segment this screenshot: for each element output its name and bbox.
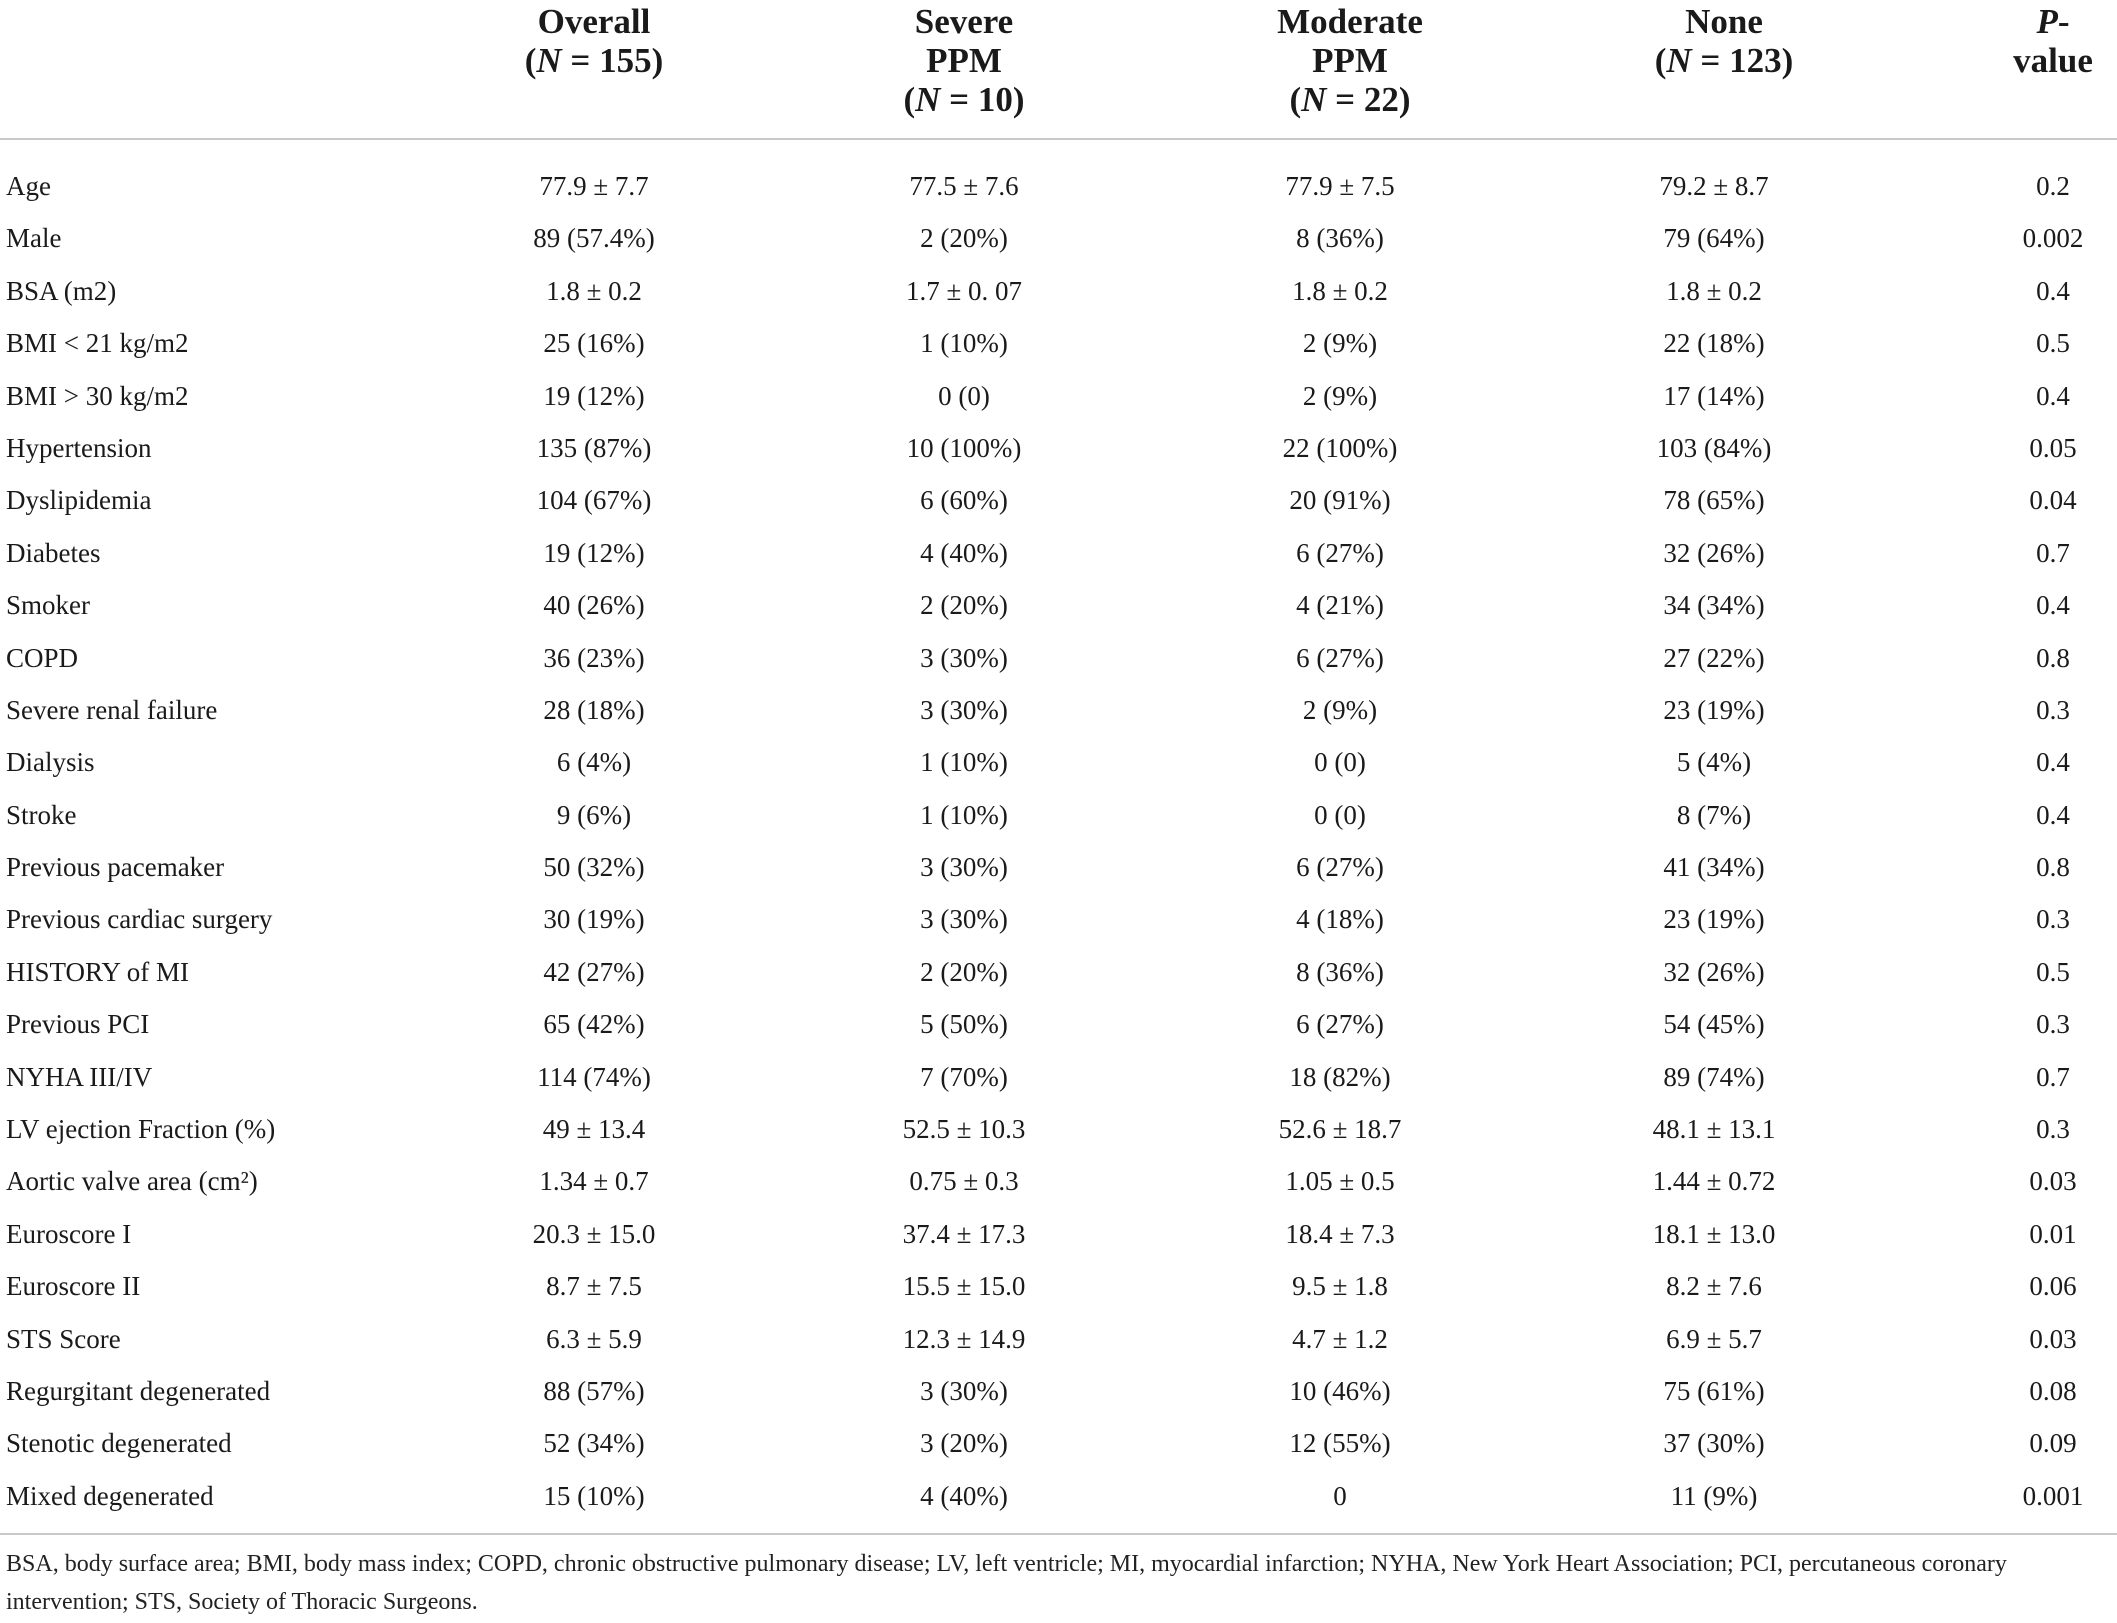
cell-severe-ppm: 15.5 ± 15.0 xyxy=(902,1271,1026,1302)
cell-none: 22 (18%) xyxy=(1663,328,1765,359)
cell-moderate-ppm: 52.6 ± 18.7 xyxy=(1278,1114,1402,1145)
cell-moderate-ppm: 6 (27%) xyxy=(1296,537,1384,568)
table-row xyxy=(0,841,2117,893)
cell-moderate-ppm: 2 (9%) xyxy=(1302,694,1378,725)
cell-p-value: 0.4 xyxy=(2036,275,2070,306)
cell-p-value: 0.03 xyxy=(2029,1166,2077,1197)
table-row xyxy=(0,1208,2117,1260)
cell-overall: 65 (42%) xyxy=(543,1009,645,1040)
table-row xyxy=(0,632,2117,684)
cell-p-value: 0.3 xyxy=(2036,694,2070,725)
cell-severe-ppm: 0.75 ± 0.3 xyxy=(909,1166,1019,1197)
table-row xyxy=(0,1470,2117,1522)
cell-none: 34 (34%) xyxy=(1663,590,1765,621)
row-label: BSA (m2) xyxy=(6,275,117,306)
cell-overall: 28 (18%) xyxy=(543,694,645,725)
table-row xyxy=(0,998,2117,1050)
cell-overall: 77.9 ± 7.7 xyxy=(539,171,649,201)
cell-overall: 8.7 ± 7.5 xyxy=(546,1271,642,1302)
table-row xyxy=(0,160,2117,212)
row-label: COPD xyxy=(6,642,79,673)
cell-none: 41 (34%) xyxy=(1663,852,1765,883)
footer-divider xyxy=(0,1533,2117,1535)
row-label: Smoker xyxy=(6,590,90,621)
row-label: Hypertension xyxy=(6,432,152,463)
cell-overall: 1.8 ± 0.2 xyxy=(546,275,642,306)
cell-none: 54 (45%) xyxy=(1663,1009,1765,1040)
cell-overall: 135 (87%) xyxy=(536,432,652,463)
cell-severe-ppm: 3 (30%) xyxy=(920,1375,1008,1406)
table-row xyxy=(0,317,2117,369)
cell-overall: 9 (6%) xyxy=(556,799,632,830)
row-label: Severe renal failure xyxy=(6,694,218,725)
cell-overall: 20.3 ± 15.0 xyxy=(532,1218,656,1249)
cell-severe-ppm: 3 (30%) xyxy=(920,904,1008,935)
cell-none: 79 (64%) xyxy=(1663,223,1765,254)
cell-moderate-ppm: 10 (46%) xyxy=(1289,1375,1391,1406)
cell-severe-ppm: 10 (100%) xyxy=(906,432,1022,463)
header-moderate-ppm xyxy=(1240,2,1460,119)
cell-none: 11 (9%) xyxy=(1670,1480,1758,1511)
cell-overall: 114 (74%) xyxy=(537,1061,651,1092)
cell-overall: 89 (57.4%) xyxy=(533,223,655,254)
cell-none: 17 (14%) xyxy=(1663,380,1765,411)
table-row xyxy=(0,1260,2117,1312)
cell-severe-ppm: 12.3 ± 14.9 xyxy=(902,1323,1026,1354)
cell-overall: 15 (10%) xyxy=(543,1480,645,1511)
cell-p-value: 0.01 xyxy=(2029,1218,2077,1249)
cell-none: 75 (61%) xyxy=(1663,1375,1765,1406)
cell-none: 6.9 ± 5.7 xyxy=(1666,1323,1762,1354)
header-none-line2: (N = 123) xyxy=(1654,41,1794,80)
header-severe-line3: (N = 10) xyxy=(903,80,1025,119)
cell-moderate-ppm: 18 (82%) xyxy=(1289,1061,1391,1092)
header-pvalue-line2: value xyxy=(2013,41,2093,80)
cell-severe-ppm: 2 (20%) xyxy=(920,590,1008,621)
row-label: Stenotic degenerated xyxy=(6,1428,232,1459)
cell-moderate-ppm: 0 (0) xyxy=(1314,799,1366,830)
cell-overall: 19 (12%) xyxy=(543,537,645,568)
cell-none: 23 (19%) xyxy=(1663,694,1765,725)
cell-severe-ppm: 3 (30%) xyxy=(920,852,1008,883)
cell-none: 37 (30%) xyxy=(1663,1428,1765,1459)
cell-overall: 1.34 ± 0.7 xyxy=(539,1166,649,1197)
cell-severe-ppm: 2 (20%) xyxy=(920,223,1008,254)
row-label: NYHA III/IV xyxy=(6,1061,153,1092)
row-label: Previous PCI xyxy=(6,1009,150,1040)
cell-moderate-ppm: 77.9 ± 7.5 xyxy=(1285,171,1395,201)
cell-severe-ppm: 77.5 ± 7.6 xyxy=(909,171,1019,201)
header-divider xyxy=(0,138,2117,140)
cell-p-value: 0.4 xyxy=(2036,747,2070,778)
table-row xyxy=(0,736,2117,788)
table-row xyxy=(0,212,2117,264)
cell-moderate-ppm: 20 (91%) xyxy=(1289,485,1391,516)
cell-severe-ppm: 1.7 ± 0. 07 xyxy=(905,275,1023,306)
header-overall-line1: Overall xyxy=(537,2,651,41)
table-row xyxy=(0,527,2117,579)
cell-severe-ppm: 3 (30%) xyxy=(920,642,1008,673)
cell-overall: 36 (23%) xyxy=(543,642,645,673)
cell-p-value: 0.001 xyxy=(2022,1480,2084,1511)
row-label: BMI > 30 kg/m2 xyxy=(6,380,189,411)
cell-moderate-ppm: 4 (18%) xyxy=(1296,904,1384,935)
table-row xyxy=(0,370,2117,422)
cell-p-value: 0.05 xyxy=(2029,432,2077,463)
cell-none: 89 (74%) xyxy=(1663,1061,1765,1092)
cell-none: 1.8 ± 0.2 xyxy=(1666,275,1762,306)
table-row xyxy=(0,474,2117,526)
table-row xyxy=(0,684,2117,736)
cell-overall: 50 (32%) xyxy=(543,852,645,883)
row-label: Dialysis xyxy=(6,747,95,778)
cell-moderate-ppm: 2 (9%) xyxy=(1302,380,1378,411)
cell-moderate-ppm: 1.8 ± 0.2 xyxy=(1292,275,1388,306)
header-overall-line2: (N = 155) xyxy=(524,41,664,80)
table-row xyxy=(0,789,2117,841)
cell-moderate-ppm: 8 (36%) xyxy=(1296,223,1384,254)
cell-none: 18.1 ± 13.0 xyxy=(1652,1218,1776,1249)
header-overall xyxy=(494,2,694,80)
cell-moderate-ppm: 6 (27%) xyxy=(1296,852,1384,883)
table-row xyxy=(0,579,2117,631)
cell-p-value: 0.7 xyxy=(2036,1061,2070,1092)
cell-severe-ppm: 1 (10%) xyxy=(920,747,1008,778)
row-label: Regurgitant degenerated xyxy=(6,1375,271,1406)
cell-moderate-ppm: 2 (9%) xyxy=(1302,328,1378,359)
header-moderate-line1: Moderate xyxy=(1277,2,1423,41)
table-header xyxy=(0,0,2117,140)
cell-none: 8.2 ± 7.6 xyxy=(1666,1271,1762,1302)
cell-p-value: 0.3 xyxy=(2036,904,2070,935)
cell-overall: 40 (26%) xyxy=(543,590,645,621)
cell-moderate-ppm: 18.4 ± 7.3 xyxy=(1285,1218,1395,1249)
table-body xyxy=(0,160,2117,1522)
cell-moderate-ppm: 1.05 ± 0.5 xyxy=(1285,1166,1395,1197)
table-row xyxy=(0,1365,2117,1417)
cell-p-value: 0.5 xyxy=(2036,328,2070,359)
cell-moderate-ppm: 8 (36%) xyxy=(1296,956,1384,987)
row-label: Euroscore II xyxy=(6,1271,141,1302)
header-severe-line2: PPM xyxy=(926,41,1002,80)
table-row xyxy=(0,422,2117,474)
cell-none: 78 (65%) xyxy=(1663,485,1765,516)
cell-none: 79.2 ± 8.7 xyxy=(1659,171,1769,201)
cell-overall: 42 (27%) xyxy=(543,956,645,987)
cell-severe-ppm: 52.5 ± 10.3 xyxy=(902,1114,1026,1145)
cell-none: 1.44 ± 0.72 xyxy=(1652,1166,1776,1197)
table-row xyxy=(0,1417,2117,1469)
cell-overall: 6 (4%) xyxy=(556,747,632,778)
header-moderate-line2: PPM xyxy=(1312,41,1388,80)
row-label: Previous pacemaker xyxy=(6,852,225,883)
cell-severe-ppm: 37.4 ± 17.3 xyxy=(902,1218,1026,1249)
cell-p-value: 0.2 xyxy=(2036,171,2070,201)
cell-moderate-ppm: 0 (0) xyxy=(1314,747,1366,778)
cell-overall: 30 (19%) xyxy=(543,904,645,935)
cell-none: 32 (26%) xyxy=(1663,537,1765,568)
cell-p-value: 0.08 xyxy=(2029,1375,2077,1406)
cell-p-value: 0.09 xyxy=(2029,1428,2077,1459)
header-p-value xyxy=(1998,2,2108,80)
cell-severe-ppm: 5 (50%) xyxy=(920,1009,1008,1040)
header-severe-ppm xyxy=(864,2,1064,119)
row-label: STS Score xyxy=(6,1323,121,1354)
cell-p-value: 0.8 xyxy=(2036,852,2070,883)
cell-none: 5 (4%) xyxy=(1676,747,1752,778)
cell-p-value: 0.3 xyxy=(2036,1114,2070,1145)
cell-severe-ppm: 1 (10%) xyxy=(920,799,1008,830)
row-label: Stroke xyxy=(6,799,77,830)
cell-p-value: 0.3 xyxy=(2036,1009,2070,1040)
row-label: HISTORY of MI xyxy=(6,956,190,987)
cell-severe-ppm: 1 (10%) xyxy=(920,328,1008,359)
row-label: Diabetes xyxy=(6,537,101,568)
cell-moderate-ppm: 4.7 ± 1.2 xyxy=(1292,1323,1388,1354)
cell-moderate-ppm: 6 (27%) xyxy=(1296,642,1384,673)
row-label: BMI < 21 kg/m2 xyxy=(6,328,189,359)
cell-overall: 19 (12%) xyxy=(543,380,645,411)
cell-moderate-ppm: 22 (100%) xyxy=(1282,432,1398,463)
row-label: LV ejection Fraction (%) xyxy=(6,1114,276,1145)
table-row xyxy=(0,1103,2117,1155)
cell-none: 8 (7%) xyxy=(1676,799,1752,830)
table-row xyxy=(0,893,2117,945)
cell-severe-ppm: 3 (20%) xyxy=(920,1428,1008,1459)
header-severe-line1: Severe xyxy=(914,2,1014,41)
cell-none: 48.1 ± 13.1 xyxy=(1652,1114,1776,1145)
cell-overall: 6.3 ± 5.9 xyxy=(546,1323,642,1354)
cell-severe-ppm: 6 (60%) xyxy=(920,485,1008,516)
cell-overall: 49 ± 13.4 xyxy=(542,1114,646,1145)
table-row xyxy=(0,946,2117,998)
cell-p-value: 0.03 xyxy=(2029,1323,2077,1354)
table-row xyxy=(0,1313,2117,1365)
row-label: Age xyxy=(6,171,51,201)
cell-severe-ppm: 0 (0) xyxy=(938,380,990,411)
cell-p-value: 0.002 xyxy=(2022,223,2084,254)
row-label: Euroscore I xyxy=(6,1218,132,1249)
cell-p-value: 0.8 xyxy=(2036,642,2070,673)
cell-overall: 104 (67%) xyxy=(536,485,652,516)
cell-p-value: 0.4 xyxy=(2036,380,2070,411)
cell-p-value: 0.7 xyxy=(2036,537,2070,568)
cell-p-value: 0.04 xyxy=(2029,485,2077,516)
cell-severe-ppm: 3 (30%) xyxy=(920,694,1008,725)
header-none-line1: None xyxy=(1685,2,1763,41)
header-none xyxy=(1614,2,1834,80)
cell-none: 23 (19%) xyxy=(1663,904,1765,935)
cell-p-value: 0.06 xyxy=(2029,1271,2077,1302)
cell-moderate-ppm: 6 (27%) xyxy=(1296,1009,1384,1040)
cell-none: 27 (22%) xyxy=(1663,642,1765,673)
cell-none: 32 (26%) xyxy=(1663,956,1765,987)
cell-severe-ppm: 7 (70%) xyxy=(920,1061,1008,1092)
header-moderate-line3: (N = 22) xyxy=(1289,80,1411,119)
cell-overall: 52 (34%) xyxy=(543,1428,645,1459)
header-pvalue-line1: P- xyxy=(2036,2,2070,41)
cell-severe-ppm: 2 (20%) xyxy=(920,956,1008,987)
cell-p-value: 0.4 xyxy=(2036,590,2070,621)
cell-p-value: 0.4 xyxy=(2036,799,2070,830)
cell-moderate-ppm: 12 (55%) xyxy=(1289,1428,1391,1459)
table-row xyxy=(0,1051,2117,1103)
cell-overall: 88 (57%) xyxy=(543,1375,645,1406)
cell-severe-ppm: 4 (40%) xyxy=(920,537,1008,568)
table-footnote: BSA, body surface area; BMI, body mass index; COPD, chronic obstructive pulmonary disease; LV, left ventricle; MI, myocardial infarction; NYHA, New York Heart Association; PCI, percutaneous coronary intervention; STS, Society of Thoracic Surgeons. xyxy=(6,1551,2007,1615)
cell-none: 103 (84%) xyxy=(1656,432,1772,463)
cell-moderate-ppm: 4 (21%) xyxy=(1296,590,1384,621)
row-label: Previous cardiac surgery xyxy=(6,904,273,935)
cell-moderate-ppm: 9.5 ± 1.8 xyxy=(1292,1271,1388,1302)
cell-overall: 25 (16%) xyxy=(543,328,645,359)
row-label: Aortic valve area (cm²) xyxy=(6,1166,258,1197)
row-label: Male xyxy=(6,223,62,254)
table-row xyxy=(0,265,2117,317)
cell-moderate-ppm: 0 xyxy=(1333,1480,1347,1511)
table-row xyxy=(0,1155,2117,1207)
row-label: Dyslipidemia xyxy=(6,485,152,516)
row-label: Mixed degenerated xyxy=(6,1480,214,1511)
cell-severe-ppm: 4 (40%) xyxy=(920,1480,1008,1511)
cell-p-value: 0.5 xyxy=(2036,956,2070,987)
